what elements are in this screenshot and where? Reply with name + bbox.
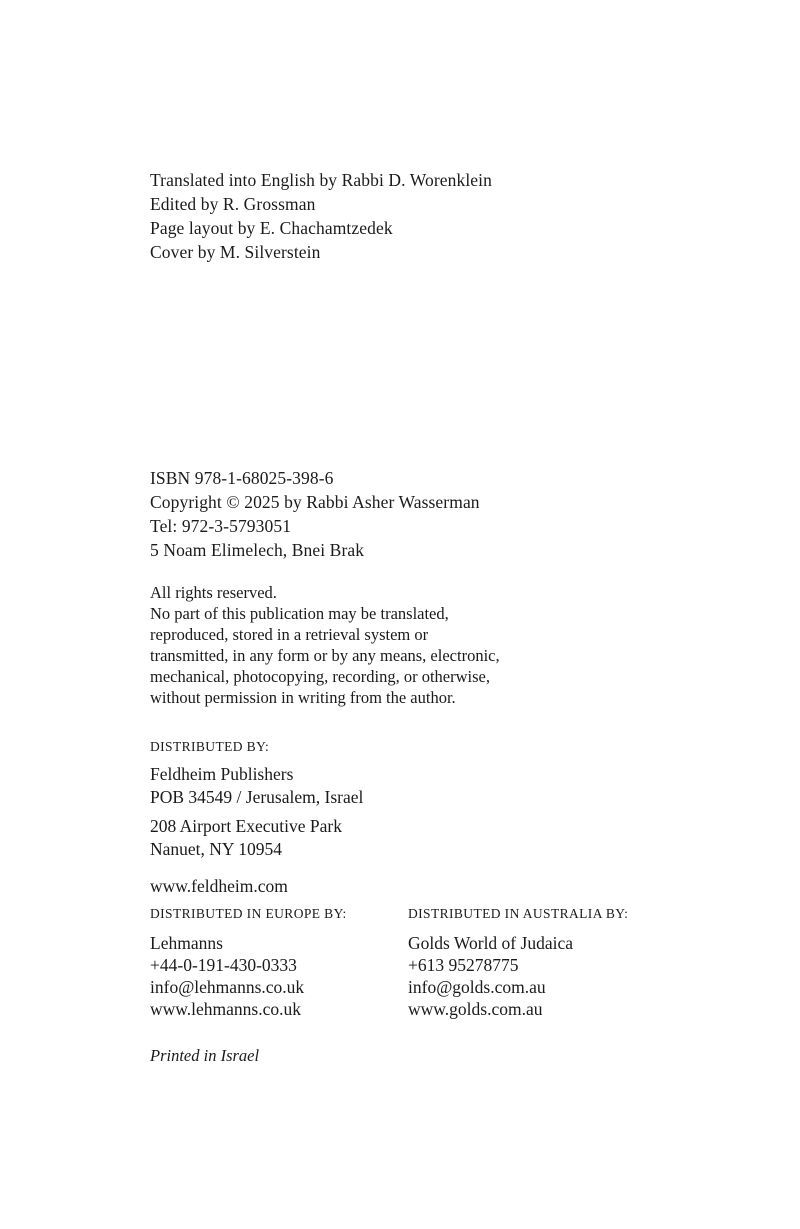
regional-distribution-columns: [150, 905, 666, 1020]
australia-distributor-email: info@golds.com.au: [408, 977, 546, 997]
australia-distributor-phone: +613 95278775: [408, 955, 519, 975]
credit-cover: Cover by M. Silverstein: [150, 242, 321, 262]
distributor-name: Feldheim Publishers: [150, 764, 294, 784]
europe-distributor-phone: +44-0-191-430-0333: [150, 955, 297, 975]
rights-line: reproduced, stored in a retrieval system or: [150, 625, 429, 644]
europe-distributor-name: Lehmanns: [150, 933, 223, 953]
telephone-line: Tel: 972-3-5793051: [150, 516, 292, 536]
printed-in-line: Printed in Israel: [150, 1046, 260, 1065]
distributed-australia-heading: DISTRIBUTED IN AUSTRALIA BY:: [408, 906, 629, 921]
distributor-website: www.feldheim.com: [150, 876, 288, 896]
europe-distributor-email: info@lehmanns.co.uk: [150, 977, 305, 997]
rights-line: All rights reserved.: [150, 583, 277, 602]
credit-translator: Translated into English by Rabbi D. Worenklein: [150, 170, 492, 190]
distribution-australia-block: [408, 905, 666, 1020]
australia-distributor-name: Golds World of Judaica: [408, 933, 573, 953]
distribution-main-block: [150, 738, 363, 898]
rights-line: No part of this publication may be translated,: [150, 604, 449, 623]
distributed-europe-heading: DISTRIBUTED IN EUROPE BY:: [150, 906, 347, 921]
us-address-line1: 208 Airport Executive Park: [150, 816, 342, 836]
credit-editor: Edited by R. Grossman: [150, 194, 316, 214]
distribution-europe-block: [150, 905, 408, 1020]
australia-distributor-website: www.golds.com.au: [408, 999, 543, 1019]
distributor-address: POB 34549 / Jerusalem, Israel: [150, 787, 364, 807]
rights-line: mechanical, photocopying, recording, or otherwise,: [150, 667, 490, 686]
publication-info-block: [150, 466, 480, 562]
us-address-line2: Nanuet, NY 10954: [150, 839, 283, 859]
credits-block: [150, 168, 492, 264]
rights-line: transmitted, in any form or by any means, electronic,: [150, 646, 500, 665]
publisher-address-line: 5 Noam Elimelech, Bnei Brak: [150, 540, 365, 560]
europe-distributor-website: www.lehmanns.co.uk: [150, 999, 301, 1019]
rights-notice-block: [150, 582, 500, 708]
copyright-line: Copyright © 2025 by Rabbi Asher Wasserman: [150, 492, 480, 512]
isbn-line: ISBN 978-1-68025-398-6: [150, 468, 334, 488]
distributed-by-heading: DISTRIBUTED BY:: [150, 739, 270, 754]
credit-layout: Page layout by E. Chachamtzedek: [150, 218, 393, 238]
rights-line: without permission in writing from the author.: [150, 688, 456, 707]
